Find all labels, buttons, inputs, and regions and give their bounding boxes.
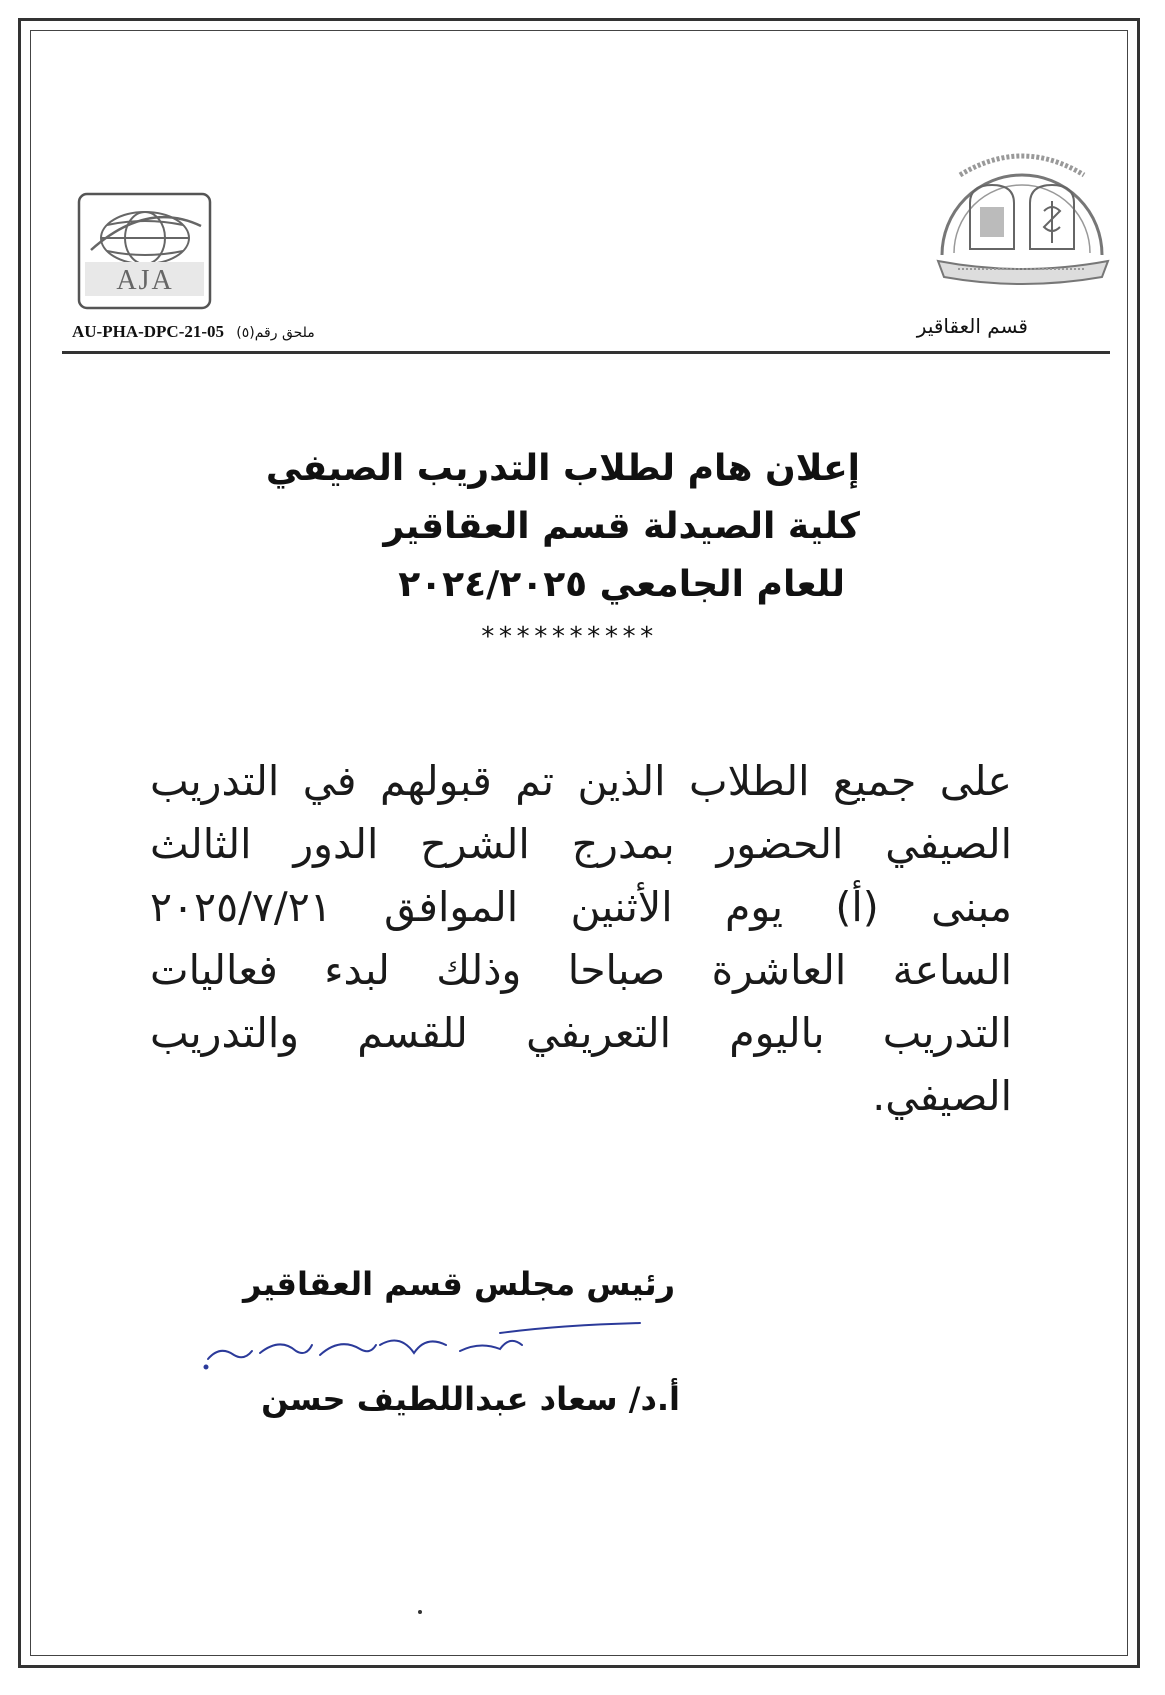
title-line-2: كلية الصيدلة قسم العقاقير (383, 506, 860, 547)
aja-logo-text: AJA (116, 265, 174, 296)
announcement-title (240, 440, 860, 614)
handwritten-signature (200, 1315, 660, 1385)
title-line-3: للعام الجامعي ٢٠٢٤/٢٠٢٥ (398, 564, 845, 605)
signatory-title: رئيس مجلس قسم العقاقير (243, 1265, 675, 1303)
aja-logo (77, 192, 212, 310)
body-line-6: الصيفي. (872, 1072, 1012, 1120)
scan-speck (418, 1610, 422, 1614)
body-line-5: التدريب باليوم التعريفي للقسم والتدريب (150, 1009, 1012, 1057)
title-line-1: إعلان هام لطلاب التدريب الصيفي (265, 448, 860, 489)
annex-label: ملحق رقم(٥) (236, 325, 315, 341)
department-label: قسم العقاقير (916, 314, 1028, 338)
body-line-3: مبنى (أ) يوم الأثنين الموافق ٢٠٢٥/٧/٢١ (150, 883, 1012, 931)
signatory-name: أ.د/ سعاد عبداللطيف حسن (261, 1380, 680, 1418)
title-separator: ********** (480, 622, 657, 652)
form-code-number: AU-PHA-DPC-21-05 (72, 322, 225, 341)
body-line-4: الساعة العاشرة صباحا وذلك لبدء فعاليات (150, 946, 1012, 994)
header-divider (62, 351, 1110, 354)
body-line-1: على جميع الطلاب الذين تم قبولهم في التدريب (150, 757, 1012, 805)
announcement-body (150, 750, 1012, 1128)
faculty-emblem (930, 145, 1115, 305)
form-code (72, 322, 315, 342)
body-line-2: الصيفي الحضور بمدرج الشرح الدور الثالث (150, 820, 1012, 868)
